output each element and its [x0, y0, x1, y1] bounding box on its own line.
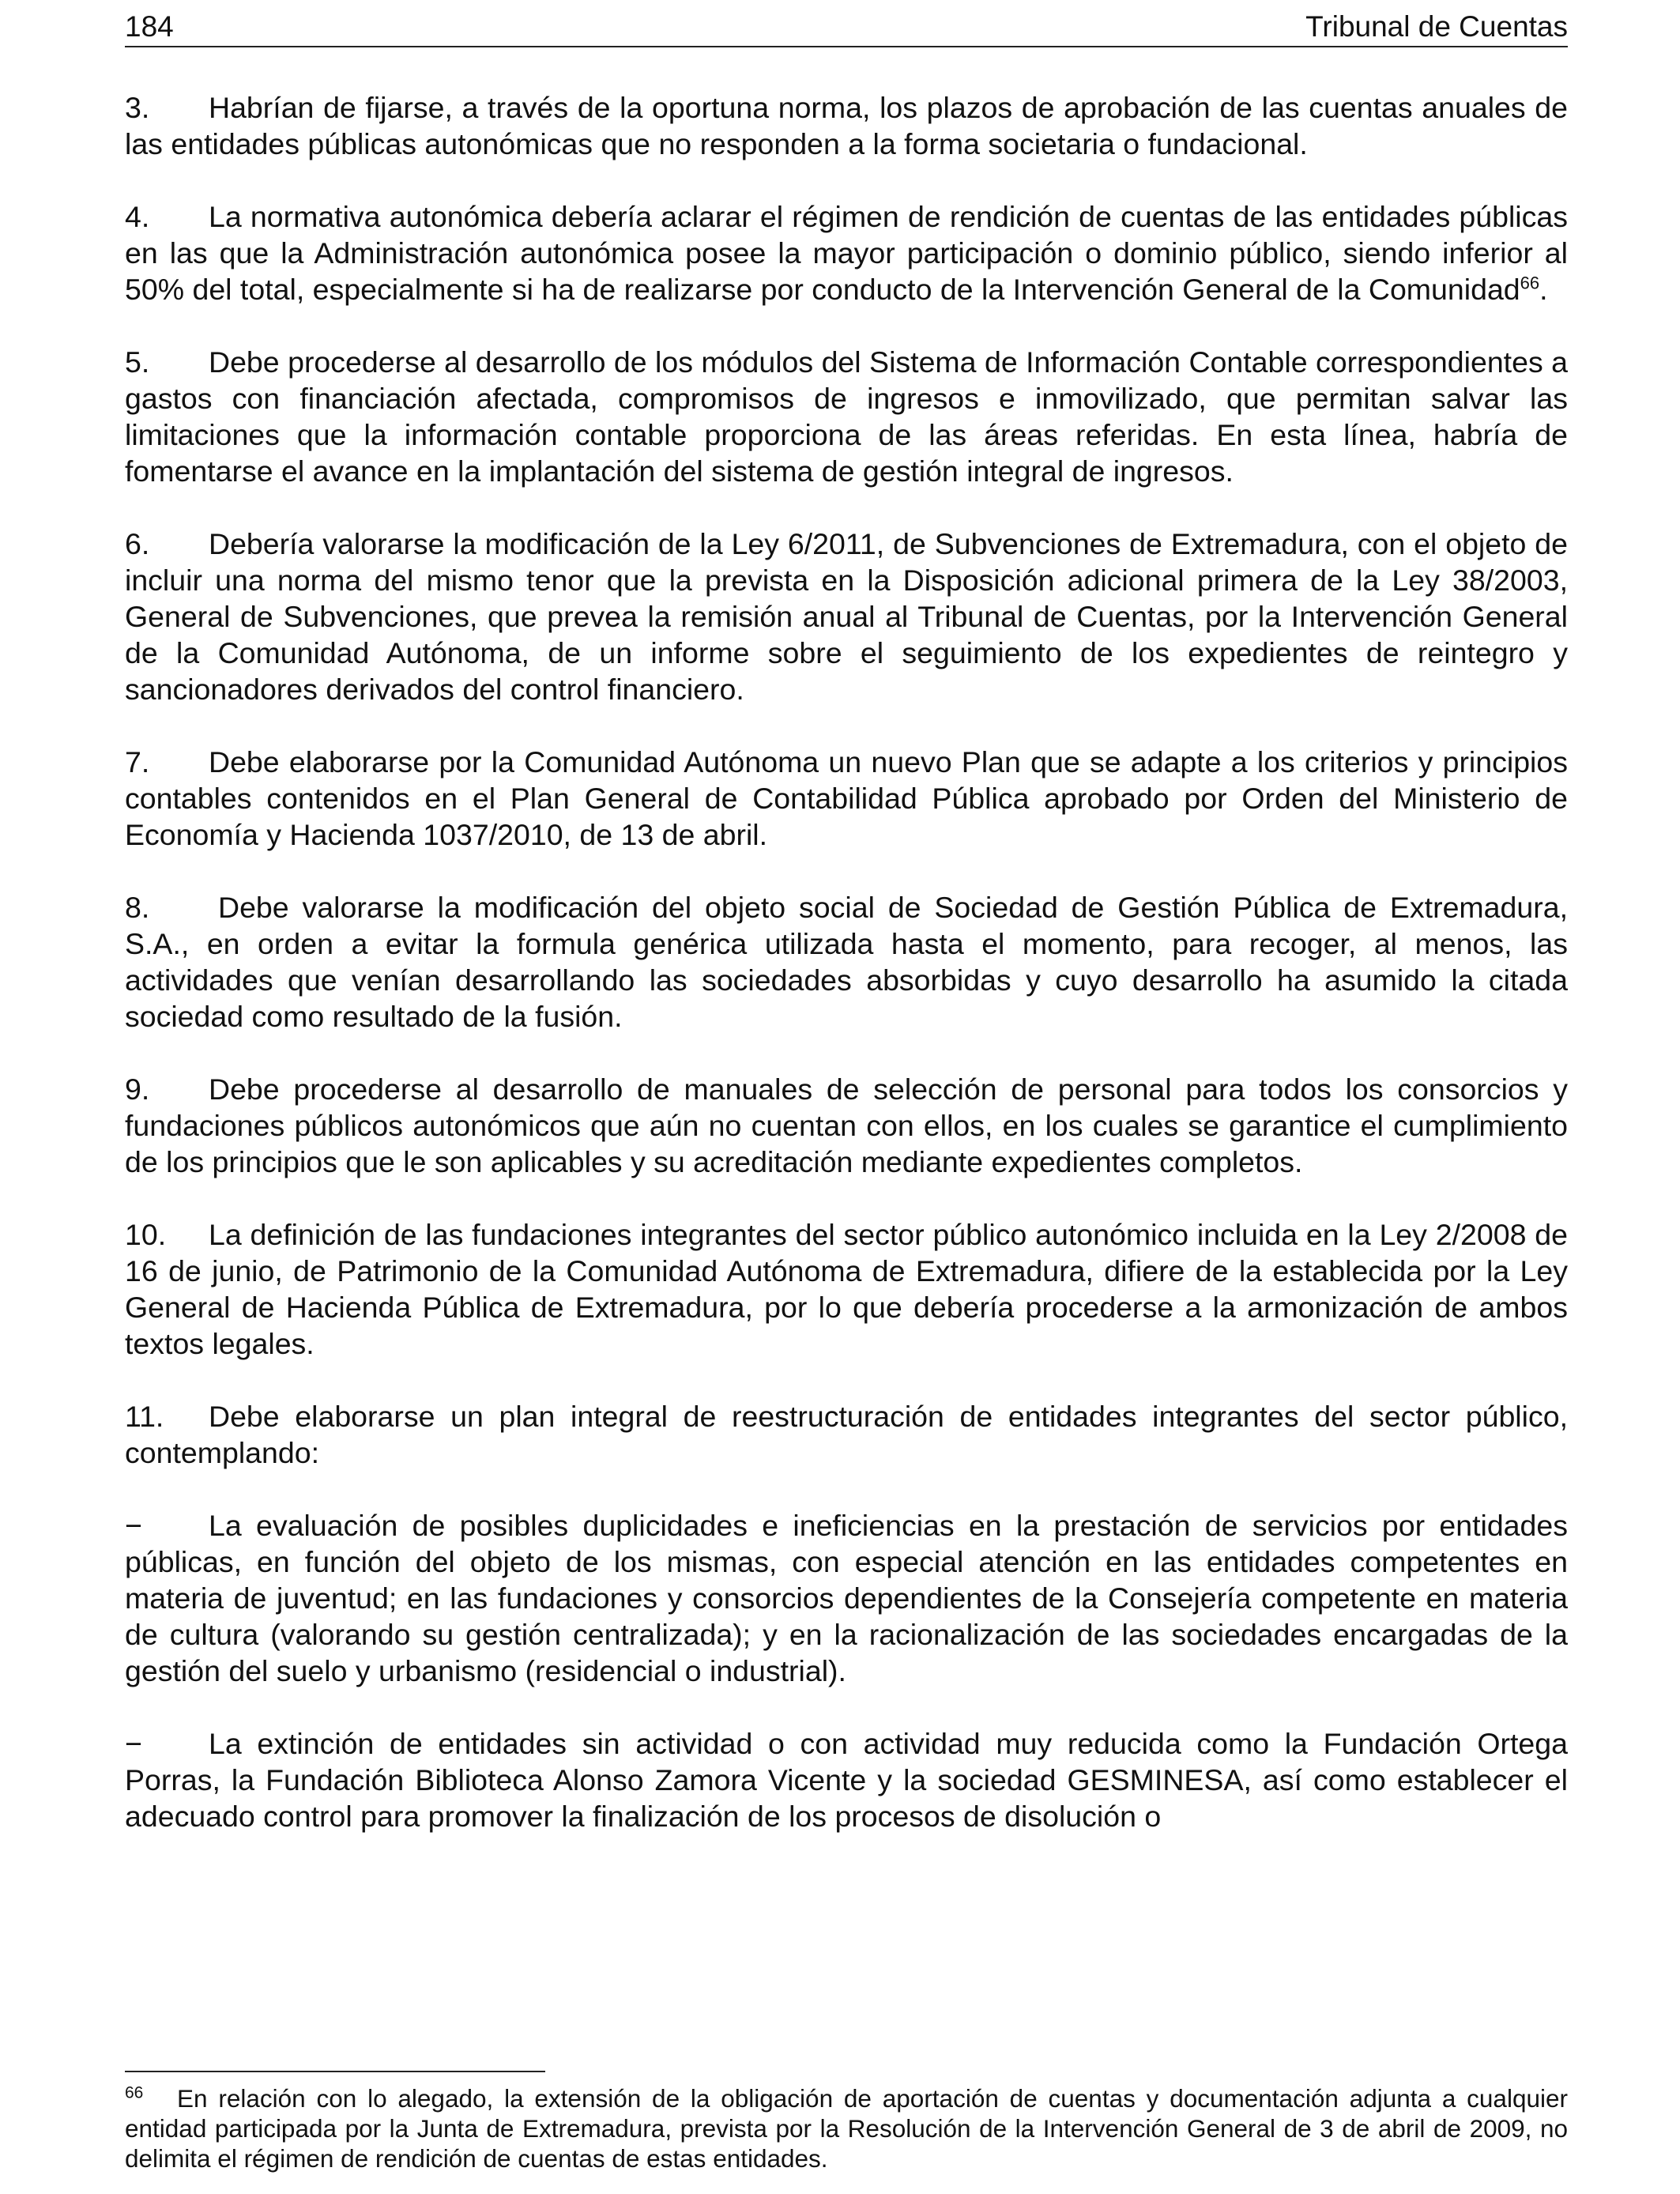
- main-text: [125, 89, 1568, 1834]
- paragraph-7: [125, 744, 1568, 853]
- paragraph-number: 10.: [125, 1218, 167, 1251]
- paragraph-text-end: .: [1539, 273, 1548, 306]
- bullet-text: La evaluación de posibles duplicidades e ineficiencias en la prestación de servicios por entidades públicas, en función del objeto de los mismas, con especial atención en las entidades competentes en materia de juventud; en las fundaciones y consorcios dependientes de la Consejería competente en materia de cultura (valorando su gestión centralizada); y en la racionalización de las sociedades encargadas de la gestión del suelo y urbanismo (residencial o industrial).: [125, 1509, 1568, 1687]
- paragraph-3: [125, 89, 1568, 162]
- page-number: 184: [125, 10, 174, 43]
- footnote-text: En relación con lo alegado, la extensión de la obligación de aportación de cuentas y documentación adjunta a cualquier entidad participada por la Junta de Extremadura, prevista por la Resolución de la Intervención General de 3 de abril de 2009, no delimita el régimen de rendición de cuentas de estas entidades.: [125, 2084, 1568, 2173]
- page-header: [125, 8, 1568, 47]
- footnote-separator: [125, 2071, 545, 2072]
- paragraph-number: 9.: [125, 1072, 150, 1106]
- paragraph-text: Habrían de fijarse, a través de la oportuna norma, los plazos de aprobación de las cuentas anuales de las entidades públicas autonómicas que no responden a la forma societaria o fundacional.: [125, 91, 1568, 160]
- bullet-item: [125, 1725, 1568, 1834]
- paragraph-text: La definición de las fundaciones integrantes del sector público autonómico incluida en la Ley 2/2008 de 16 de junio, de Patrimonio de la Comunidad Autónoma de Extremadura, difiere de la establecida por la Ley General de Hacienda Pública de Extremadura, por lo que debería procederse a la armonización de ambos textos legales.: [125, 1218, 1568, 1360]
- paragraph-number: 5.: [125, 345, 150, 379]
- paragraph-text: Debe elaborarse un plan integral de reestructuración de entidades integrantes del sector público, contemplando:: [125, 1400, 1568, 1469]
- paragraph-text: La normativa autonómica debería aclarar el régimen de rendición de cuentas de las entidades públicas en las que la Administración autonómica posee la mayor participación o dominio público, siendo inferior al 50% del total, especialmente si ha de realizarse por conducto de la Intervención General de la Comunidad: [125, 200, 1568, 306]
- footnote-reference: 66: [1520, 273, 1540, 293]
- paragraph-text: Debe procederse al desarrollo de los módulos del Sistema de Información Contable correspondientes a gastos con financiación afectada, compromisos de ingresos e inmovilizado, que permitan salvar las limitaciones que la información contable proporciona de las áreas referidas. En esta línea, habría de fomentarse el avance en la implantación del sistema de gestión integral de ingresos.: [125, 345, 1568, 488]
- paragraph-8: [125, 889, 1568, 1035]
- paragraph-number: 6.: [125, 527, 150, 560]
- footnote-66: [125, 2083, 1568, 2173]
- paragraph-11: [125, 1398, 1568, 1471]
- paragraph-4: [125, 198, 1568, 307]
- paragraph-text: Debe valorarse la modificación del objeto social de Sociedad de Gestión Pública de Extremadura, S.A., en orden a evitar la formula genérica utilizada hasta el momento, para recoger, al menos, las actividades que venían desarrollando las sociedades absorbidas y cuyo desarrollo ha asumido la citada sociedad como resultado de la fusión.: [125, 891, 1568, 1033]
- footnote-mark: 66: [125, 2083, 144, 2102]
- bullet-text: La extinción de entidades sin actividad o con actividad muy reducida como la Fundación Ortega Porras, la Fundación Biblioteca Alonso Zamora Vicente y la sociedad GESMINESA, así como establecer el adecuado control para promover la finalización de los procesos de disolución o: [125, 1727, 1568, 1833]
- paragraph-10: [125, 1216, 1568, 1362]
- paragraph-text: Debe procederse al desarrollo de manuales de selección de personal para todos los consorcios y fundaciones públicos autonómicos que aún no cuentan con ellos, en los cuales se garantice el cumplimiento de los principios que le son aplicables y su acreditación mediante expedientes completos.: [125, 1072, 1568, 1178]
- running-title: Tribunal de Cuentas: [1305, 10, 1568, 43]
- paragraph-number: 3.: [125, 91, 150, 124]
- paragraph-5: [125, 344, 1568, 489]
- paragraph-number: 8.: [125, 891, 150, 924]
- paragraph-number: 7.: [125, 745, 150, 778]
- paragraph-9: [125, 1071, 1568, 1180]
- bullet-item: [125, 1507, 1568, 1689]
- paragraph-number: 11.: [125, 1400, 164, 1433]
- paragraph-6: [125, 526, 1568, 707]
- paragraph-text: Debe elaborarse por la Comunidad Autónoma un nuevo Plan que se adapte a los criterios y principios contables contenidos en el Plan General de Contabilidad Pública aprobado por Orden del Ministerio de Economía y Hacienda 1037/2010, de 13 de abril.: [125, 745, 1568, 851]
- dash-bullet: −: [125, 1727, 142, 1760]
- paragraph-number: 4.: [125, 200, 150, 233]
- paragraph-text: Debería valorarse la modificación de la Ley 6/2011, de Subvenciones de Extremadura, con el objeto de incluir una norma del mismo tenor que la prevista en la Disposición adicional primera de la Ley 38/2003, General de Subvenciones, que prevea la remisión anual al Tribunal de Cuentas, por la Intervención General de la Comunidad Autónoma, de un informe sobre el seguimiento de los expedientes de reintegro y sancionadores derivados del control financiero.: [125, 527, 1568, 706]
- dash-bullet: −: [125, 1509, 142, 1542]
